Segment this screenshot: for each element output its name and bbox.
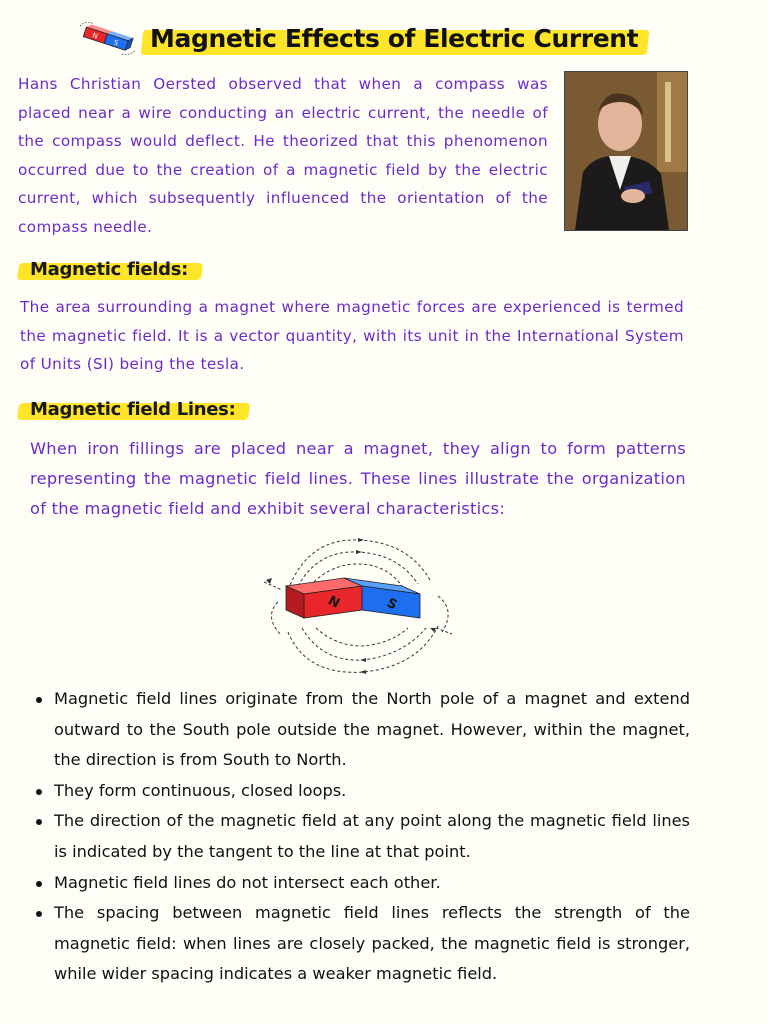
oersted-portrait — [564, 71, 688, 231]
portrait-image — [565, 72, 687, 230]
magnet-field-diagram — [258, 536, 458, 676]
field-lines-paragraph: When iron fillings are placed near a magnet, they align to form patterns representing the magnetic field lines. These lines illustrate the organization of the magnetic field and exhibit several characteristics: — [30, 439, 686, 518]
page-title: Magnetic Effects of Electric Current — [144, 22, 644, 55]
characteristics-list — [34, 684, 690, 990]
list-item: Magnetic field lines originate from the North pole of a magnet and extend outward to the South pole outside the magnet. However, within the magnet, the direction is from South to North. — [34, 684, 690, 776]
section-heading-field-lines: Magnetic field Lines: — [18, 398, 243, 421]
section-heading-magnetic-fields: Magnetic fields: — [18, 258, 196, 281]
title-row — [76, 12, 644, 64]
magnetic-fields-paragraph: The area surrounding a magnet where magnetic forces are experienced is termed the magnetic field. It is a vector quantity, with its unit in the International System of Units (SI) being the tesla. — [20, 298, 684, 373]
svg-text:N: N — [91, 31, 99, 41]
list-item: The direction of the magnetic field at any point along the magnetic field lines is indicated by the tangent to the line at that point. — [34, 806, 690, 867]
svg-text:S: S — [112, 38, 120, 48]
north-pole-label: N — [325, 593, 343, 612]
list-item: They form continuous, closed loops. — [34, 776, 690, 807]
list-item: Magnetic field lines do not intersect each other. — [34, 868, 690, 899]
list-item: The spacing between magnetic field lines reflects the strength of the magnetic field: when lines are closely packed, the magnetic field is stronger, while wider spacing indicates a weaker magnetic field. — [34, 898, 690, 990]
south-pole-label: S — [384, 595, 400, 614]
bar-magnet-icon — [76, 18, 138, 58]
intro-paragraph: Hans Christian Oersted observed that when a compass was placed near a wire conducting an electric current, the needle of the compass would deflect. He theorized that this phenomenon occurred due to the creation of a magnetic field by the electric current, which subsequently influenced the orientation of the compass needle. — [18, 75, 548, 236]
